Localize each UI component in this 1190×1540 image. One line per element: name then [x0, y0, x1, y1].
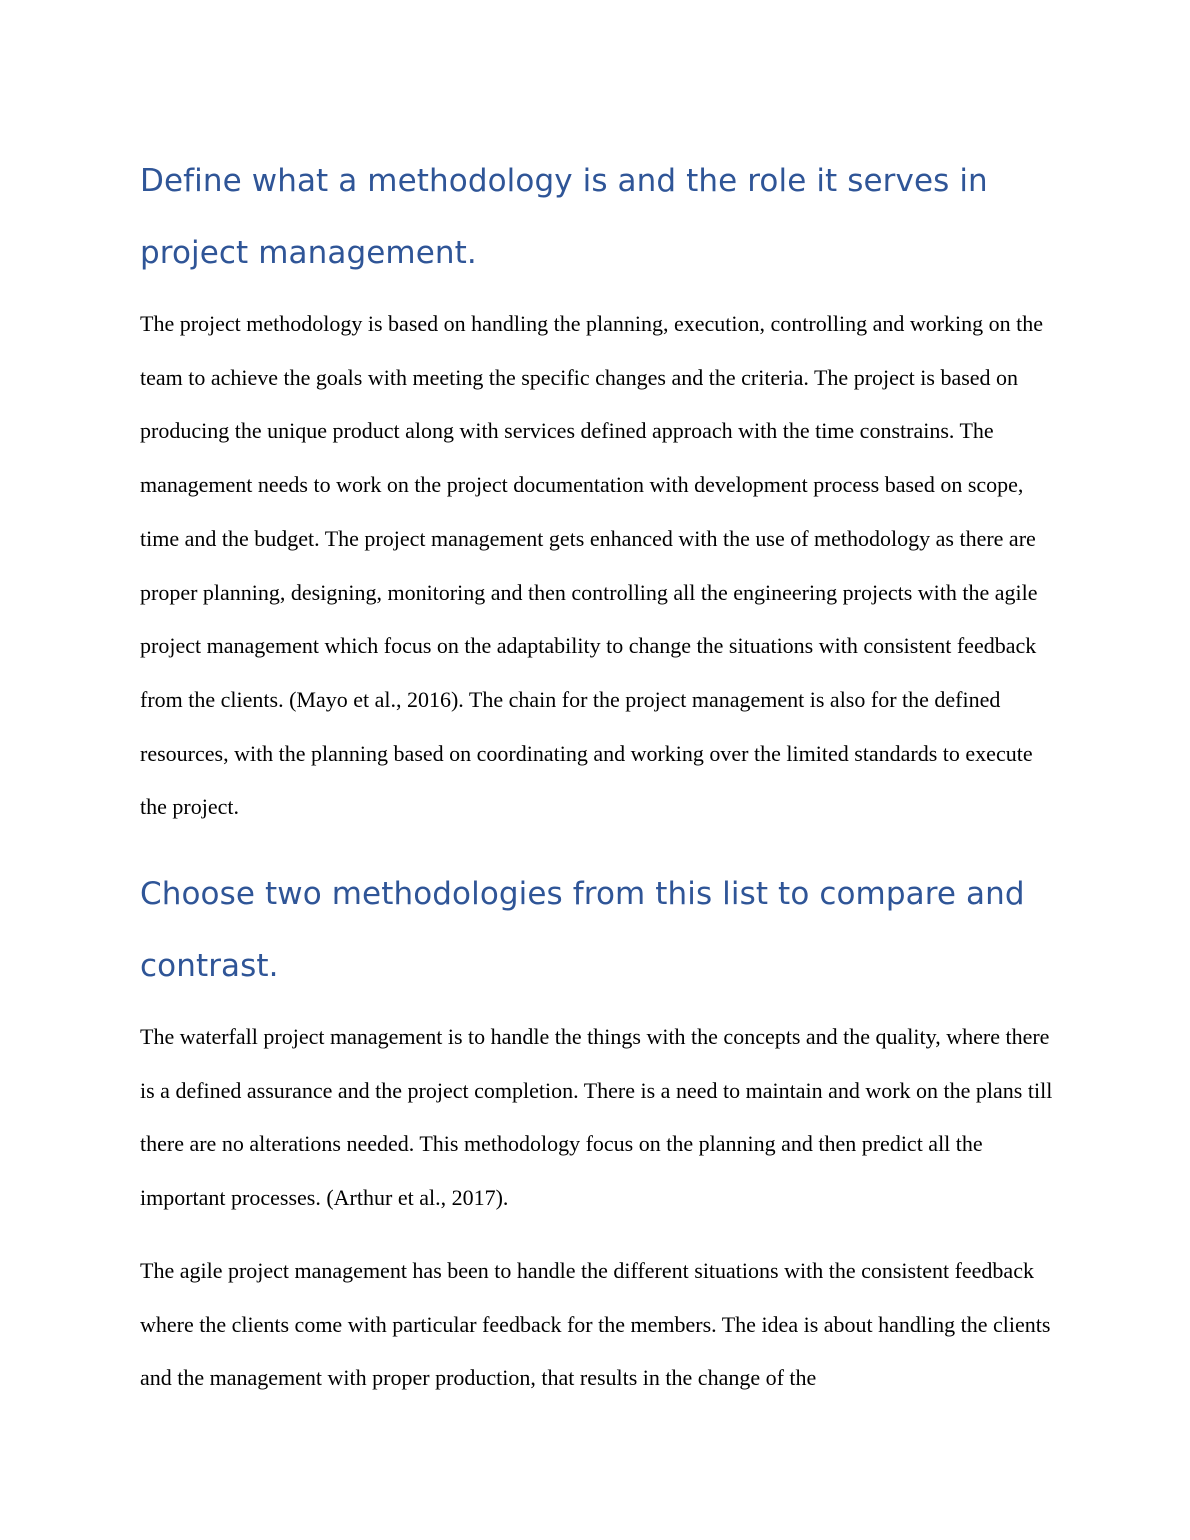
section-heading-methodology-definition: Define what a methodology is and the role it serves in project management. [140, 163, 988, 271]
paragraph-methodology-definition: The project methodology is based on handling the planning, execution, controlling and working on the team to achieve the goals with meeting the specific changes and the criteria. The project is based on producing the unique product along with services defined approach with the time constrains. The management needs to work on the project documentation with development process based on scope, time and the budget. The project management gets enhanced with the use of methodology as there are proper planning, designing, monitoring and then controlling all the engineering projects with the agile project management which focus on the adaptability to change the situations with consistent feedback from the clients. (Mayo et al., 2016). The chain for the project management is also for the defined resources, with the planning based on coordinating and working over the limited standards to execute the project. [140, 311, 1044, 820]
paragraph-waterfall: The waterfall project management is to handle the things with the concepts and the quality, where there is a defined assurance and the project completion. There is a need to maintain and work on the plans till there are no alterations needed. This methodology focus on the planning and then predict all the important processes. (Arthur et al., 2017). [140, 1024, 1053, 1211]
paragraph-agile: The agile project management has been to handle the different situations with the consistent feedback where the clients come with particular feedback for the members. The idea is about handling the clients and the management with proper production, that results in the change of the [140, 1257, 1051, 1391]
section-heading-compare-methodologies: Choose two methodologies from this list to compare and contrast. [140, 876, 1025, 985]
document-body [140, 145, 1060, 1405]
